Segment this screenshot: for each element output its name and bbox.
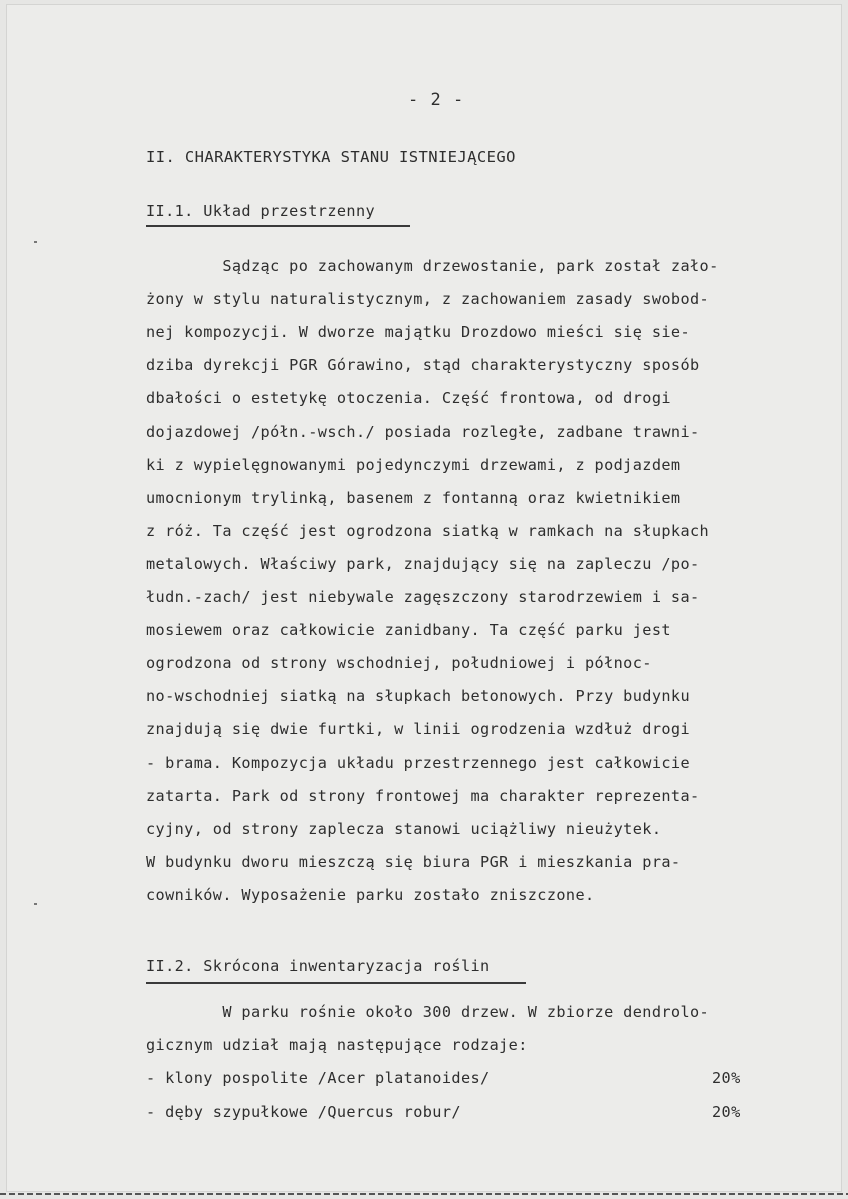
body-text-line: metalowych. Właściwy park, znajdujący się na zapleczu /po- <box>146 554 700 573</box>
page-number: - 2 - <box>408 90 465 110</box>
body-text-line: dojazdowej /półn.-wsch./ posiada rozległe, zadbane trawni- <box>146 422 700 441</box>
body-text-line: z róż. Ta część jest ogrodzona siatką w ramkach na słupkach <box>146 521 710 540</box>
subsection-2-title: II.2. Skrócona inwentaryzacja roślin <box>146 957 490 975</box>
body-text-line: nej kompozycji. W dworze majątku Drozdowo mieści się sie- <box>146 323 690 342</box>
subsection-2-underline <box>146 982 526 984</box>
body-text-line: W parku rośnie około 300 drzew. W zbiorze dendrolo- <box>146 1003 710 1021</box>
subsection-1-title: II.1. Układ przestrzenny <box>146 202 376 220</box>
section-heading: II. CHARAKTERYSTYKA STANU ISTNIEJĄCEGO <box>146 148 516 166</box>
body-text-line: znajdują się dwie furtki, w linii ogrodzenia wzdłuż drogi <box>146 720 690 739</box>
species-share: 20% <box>712 1069 741 1087</box>
body-text-line: zatarta. Park od strony frontowej ma charakter reprezenta- <box>146 786 700 805</box>
body-text-line: ki z wypielęgnowanymi pojedynczymi drzewami, z podjazdem <box>146 455 681 474</box>
body-text-line: - brama. Kompozycja układu przestrzennego jest całkowicie <box>146 753 690 772</box>
body-text-line: żony w stylu naturalistycznym, z zachowaniem zasady swobod- <box>146 290 710 309</box>
species-name: - dęby szypułkowe /Quercus robur/ <box>146 1103 461 1121</box>
body-text-line: cyjny, od strony zaplecza stanowi uciążliwy nieużytek. <box>146 819 662 838</box>
body-text-line: dziba dyrekcji PGR Górawino, stąd charakterystyczny sposób <box>146 356 700 375</box>
body-text-line: łudn.-zach/ jest niebywale zagęszczony starodrzewiem i sa- <box>146 588 700 606</box>
subsection-1-underline <box>146 225 410 227</box>
body-text-line: dbałości o estetykę otoczenia. Część frontowa, od drogi <box>146 389 671 408</box>
body-text-line: ogrodzona od strony wschodniej, południowej i północ- <box>146 654 652 673</box>
body-text-line: no-wschodniej siatką na słupkach betonowych. Przy budynku <box>146 687 690 706</box>
species-name: - klony pospolite /Acer platanoides/ <box>146 1069 490 1087</box>
body-text-line: mosiewem oraz całkowicie zanidbany. Ta część parku jest <box>146 621 671 640</box>
body-text-line: gicznym udział mają następujące rodzaje: <box>146 1036 528 1054</box>
species-share: 20% <box>712 1103 741 1121</box>
margin-mark <box>34 241 37 243</box>
body-text-line: cowników. Wyposażenie parku zostało zniszczone. <box>146 885 595 904</box>
page-bottom-edge <box>0 1193 848 1195</box>
body-text-line: umocnionym trylinką, basenem z fontanną oraz kwietnikiem <box>146 488 681 507</box>
body-text-line: Sądząc po zachowanym drzewostanie, park został zało- <box>146 257 719 275</box>
margin-mark <box>34 903 37 905</box>
body-text-line: W budynku dworu mieszczą się biura PGR i mieszkania pra- <box>146 852 681 871</box>
